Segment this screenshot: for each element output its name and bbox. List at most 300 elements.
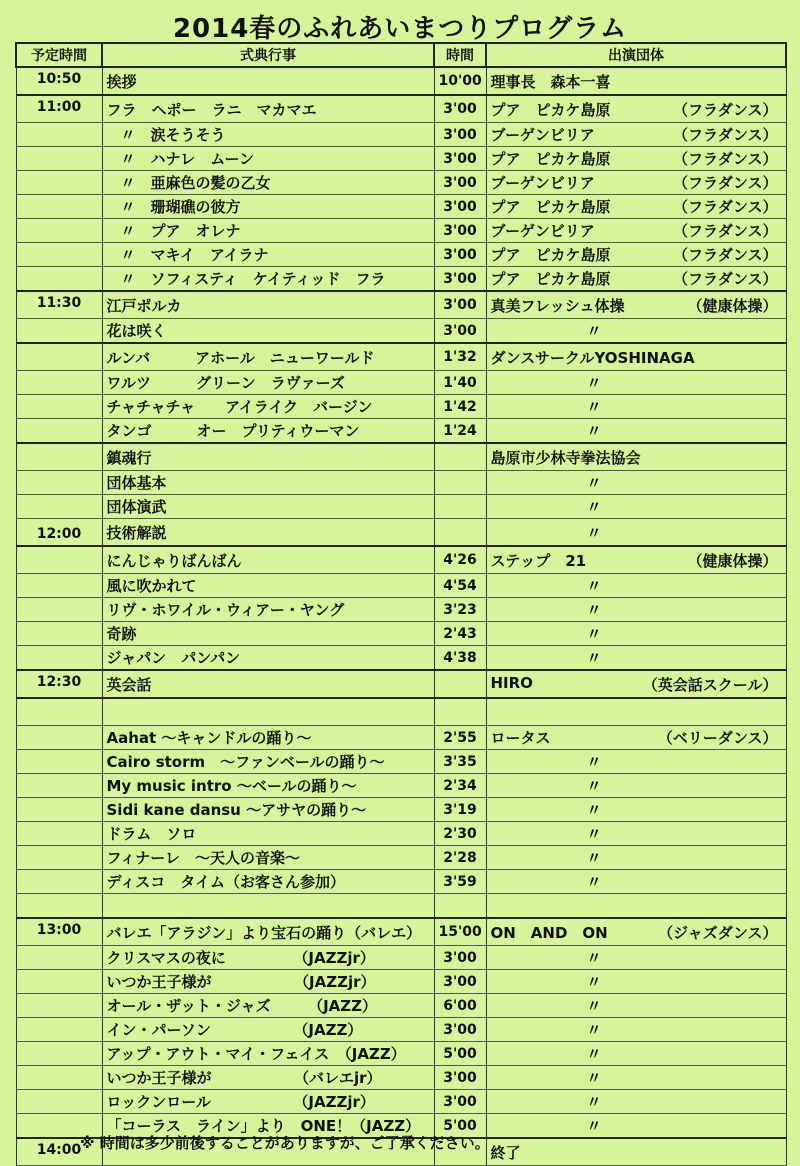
table-row: [16, 574, 786, 598]
row-duration: 2'55: [434, 726, 486, 750]
row-performer-cell: [486, 171, 786, 195]
row-duration: 3'00: [434, 243, 486, 267]
row-time: [16, 267, 102, 292]
row-event: 〃 ハナレ ムーン: [102, 147, 434, 171]
row-performer: 〃: [586, 498, 602, 516]
row-duration: [434, 894, 486, 919]
header-duration: 時間: [434, 43, 486, 67]
row-time: [16, 243, 102, 267]
row-duration: 6'00: [434, 994, 486, 1018]
table-row: [16, 698, 786, 726]
row-time: [16, 171, 102, 195]
table-row: [16, 1042, 786, 1066]
row-duration: 3'00: [434, 1018, 486, 1042]
row-event: タンゴ オー プリティウーマン: [102, 419, 434, 444]
row-time: [16, 195, 102, 219]
row-performance-type: [778, 599, 782, 620]
row-event: 鎮魂行: [102, 443, 434, 471]
row-performance-type: （ジャズダンス）: [658, 923, 778, 942]
row-performer-cell: [486, 267, 786, 292]
row-performer-cell: [486, 918, 786, 946]
row-time: [16, 622, 102, 646]
row-performer: ブーゲンビリア: [490, 126, 595, 144]
row-duration: 15'00: [434, 918, 486, 946]
header-event: 式典行事: [102, 43, 434, 67]
row-performer: 〃: [586, 777, 602, 795]
row-performance-type: （フラダンス）: [672, 100, 778, 119]
row-event: 団体演武: [102, 495, 434, 519]
row-performance-type: [778, 396, 782, 417]
row-performer-cell: [486, 291, 786, 319]
row-event: Cairo storm ～ファンベールの踊り～: [102, 750, 434, 774]
table-row: [16, 622, 786, 646]
row-performance-type: [778, 647, 782, 668]
row-performance-type: （フラダンス）: [672, 246, 778, 264]
row-performer-cell: [486, 670, 786, 698]
row-event: チャチャチャ アイライク バージン: [102, 395, 434, 419]
row-performer: 〃: [586, 474, 602, 492]
table-row: [16, 598, 786, 622]
row-performer-cell: [486, 870, 786, 894]
row-performer: 〃: [586, 625, 602, 643]
row-performer: プア ピカケ島原: [490, 198, 611, 216]
row-event: 挨拶: [102, 67, 434, 95]
row-time: [16, 371, 102, 395]
row-performance-type: （フラダンス）: [672, 126, 778, 144]
row-performer: 〃: [586, 753, 602, 771]
row-performer-cell: [486, 371, 786, 395]
row-performer-cell: [486, 1090, 786, 1114]
row-performer-cell: [486, 1042, 786, 1066]
row-event: 奇跡: [102, 622, 434, 646]
table-row: [16, 519, 786, 547]
row-duration: 4'26: [434, 546, 486, 574]
row-performer-cell: [486, 774, 786, 798]
row-duration: 4'54: [434, 574, 486, 598]
table-row: [16, 419, 786, 444]
row-performance-type: [778, 347, 782, 368]
row-time: [16, 443, 102, 471]
row-time: [16, 750, 102, 774]
row-event: ワルツ グリーン ラヴァーズ: [102, 371, 434, 395]
row-performer: 〃: [586, 374, 602, 392]
row-duration: 2'28: [434, 846, 486, 870]
table-row: [16, 670, 786, 698]
row-event: 風に吹かれて: [102, 574, 434, 598]
row-duration: [434, 471, 486, 495]
table-row: [16, 371, 786, 395]
row-performance-type: （フラダンス）: [672, 222, 778, 240]
row-performer: ブーゲンビリア: [490, 174, 595, 192]
table-row: [16, 546, 786, 574]
row-performer-cell: [486, 443, 786, 471]
row-time: [16, 1018, 102, 1042]
row-performer: 終了: [490, 1143, 521, 1162]
row-performance-type: [778, 799, 782, 820]
row-event: いつか王子様が （バレエjr）: [102, 1066, 434, 1090]
row-time: [16, 970, 102, 994]
row-time: [16, 598, 102, 622]
row-time: [16, 774, 102, 798]
row-time: [16, 343, 102, 371]
table-row: [16, 1018, 786, 1042]
row-time: [16, 698, 102, 726]
row-performer: 〃: [586, 398, 602, 416]
row-duration: 1'42: [434, 395, 486, 419]
row-performer: 島原市少林寺拳法協会: [490, 448, 641, 467]
row-duration: 3'00: [434, 219, 486, 243]
table-row: [16, 291, 786, 319]
row-event: 〃 ソフィスティ ケイティッド フラ: [102, 267, 434, 292]
row-event: 〃 亜麻色の髪の乙女: [102, 171, 434, 195]
row-performance-type: [778, 447, 782, 468]
row-performance-type: [778, 971, 782, 992]
table-row: [16, 994, 786, 1018]
row-duration: 3'00: [434, 1090, 486, 1114]
row-performer: ダンスサークルYOSHINAGA: [490, 348, 695, 367]
table-row: [16, 219, 786, 243]
row-event: [102, 698, 434, 726]
row-event: アップ・アウト・マイ・フェイス （JAZZ）: [102, 1042, 434, 1066]
row-event: ドラム ソロ: [102, 822, 434, 846]
row-duration: 3'00: [434, 147, 486, 171]
row-performer-cell: [486, 67, 786, 95]
row-event: Aahat ～キャンドルの踊り～: [102, 726, 434, 750]
row-performer: 〃: [586, 601, 602, 619]
row-time: [16, 546, 102, 574]
row-time: [16, 822, 102, 846]
row-performer-cell: [486, 970, 786, 994]
row-duration: 2'30: [434, 822, 486, 846]
row-performer-cell: [486, 1138, 786, 1166]
program-table: [15, 42, 787, 1166]
table-row: [16, 471, 786, 495]
row-event: 「コーラス ライン」より ONE！（JAZZ）: [102, 1114, 434, 1139]
row-performer: 〃: [586, 825, 602, 843]
table-row: [16, 798, 786, 822]
row-performer: 〃: [586, 1093, 602, 1111]
row-performance-type: [778, 775, 782, 796]
row-time: [16, 147, 102, 171]
table-row: [16, 870, 786, 894]
row-duration: 2'34: [434, 774, 486, 798]
row-performer-cell: [486, 798, 786, 822]
row-performer-cell: [486, 219, 786, 243]
row-event: 団体基本: [102, 471, 434, 495]
table-row: [16, 846, 786, 870]
row-event: 〃 涙そうそう: [102, 123, 434, 147]
row-duration: 3'00: [434, 123, 486, 147]
row-duration: 1'32: [434, 343, 486, 371]
row-duration: [434, 670, 486, 698]
row-time: [16, 870, 102, 894]
row-event: オール・ザット・ジャズ （JAZZ）: [102, 994, 434, 1018]
row-time: [16, 798, 102, 822]
row-event: ロックンロール （JAZZjr）: [102, 1090, 434, 1114]
row-time: [16, 1066, 102, 1090]
table-row: [16, 946, 786, 970]
row-performer: ON AND ON: [490, 923, 608, 942]
table-row: [16, 67, 786, 95]
row-time: [16, 1090, 102, 1114]
row-performer: 〃: [586, 422, 602, 440]
row-event: 〃 珊瑚礁の彼方: [102, 195, 434, 219]
row-performer-cell: [486, 243, 786, 267]
table-row: [16, 243, 786, 267]
row-time: 11:00: [16, 95, 102, 123]
row-event: リヴ・ホワイル・ウィアー・ヤング: [102, 598, 434, 622]
row-performance-type: [778, 320, 782, 341]
row-performance-type: （健康体操）: [687, 551, 778, 570]
row-performer-cell: [486, 574, 786, 598]
row-performer: プア ピカケ島原: [490, 150, 611, 168]
page-title: 2014春のふれあいまつりプログラム: [172, 14, 628, 44]
row-event: ディスコ タイム（お客さん参加）: [102, 870, 434, 894]
row-performance-type: [778, 71, 782, 92]
row-performer: プア ピカケ島原: [490, 270, 611, 288]
row-time: [16, 219, 102, 243]
row-performer-cell: [486, 123, 786, 147]
header-scheduled-time: 予定時間: [16, 43, 102, 67]
row-performer: ステップ 21: [490, 551, 587, 570]
row-time: [16, 419, 102, 444]
row-performance-type: [778, 522, 782, 543]
table-row: [16, 171, 786, 195]
row-performer-cell: [486, 846, 786, 870]
row-performance-type: [778, 871, 782, 892]
program-body: [16, 67, 786, 1166]
row-performer: 〃: [586, 1069, 602, 1087]
row-performer: 〃: [586, 577, 602, 595]
footnote: ※ 時間は多少前後することがありますが、ご了承ください。: [80, 1134, 490, 1152]
table-row: [16, 894, 786, 919]
row-time: 10:50: [16, 67, 102, 95]
row-performer: 〃: [586, 973, 602, 991]
table-row: [16, 495, 786, 519]
table-row: [16, 443, 786, 471]
row-performer: 〃: [586, 523, 602, 542]
row-event: 〃 マキイ アイラナ: [102, 243, 434, 267]
row-event: ルンバ アホール ニューワールド: [102, 343, 434, 371]
row-duration: 5'00: [434, 1114, 486, 1139]
row-performance-type: [778, 947, 782, 968]
row-duration: 4'38: [434, 646, 486, 671]
row-time: [16, 495, 102, 519]
row-performer-cell: [486, 495, 786, 519]
row-event: 江戸ポルカ: [102, 291, 434, 319]
row-performer: 〃: [586, 849, 602, 867]
row-performer: HIRO: [490, 673, 533, 692]
row-performer-cell: [486, 894, 786, 919]
row-performer-cell: [486, 147, 786, 171]
row-time: [16, 846, 102, 870]
table-row: [16, 918, 786, 946]
row-event: Sidi kane dansu ～アサヤの踊り～: [102, 798, 434, 822]
row-duration: 3'23: [434, 598, 486, 622]
row-duration: 3'00: [434, 171, 486, 195]
row-performer: ブーゲンビリア: [490, 222, 595, 240]
row-performer-cell: [486, 395, 786, 419]
table-row: [16, 970, 786, 994]
row-performer-cell: [486, 1114, 786, 1139]
row-time: [16, 574, 102, 598]
row-performance-type: [778, 1067, 782, 1088]
row-performance-type: [778, 575, 782, 596]
table-row: [16, 1090, 786, 1114]
row-performer: 〃: [586, 1045, 602, 1063]
row-performer-cell: [486, 519, 786, 547]
row-duration: 3'19: [434, 798, 486, 822]
row-performer: 理事長 森本一喜: [490, 72, 611, 91]
row-event: 花は咲く: [102, 319, 434, 344]
row-performance-type: （健康体操）: [687, 296, 778, 315]
row-performer: 〃: [586, 1117, 602, 1135]
row-performance-type: [778, 372, 782, 393]
row-duration: 3'00: [434, 95, 486, 123]
row-event: バレエ「アラジン」より宝石の踊り（バレエ）: [102, 918, 434, 946]
row-performer-cell: [486, 698, 786, 726]
row-performance-type: （フラダンス）: [672, 174, 778, 192]
row-duration: 2'43: [434, 622, 486, 646]
row-performer: 〃: [586, 1021, 602, 1039]
row-duration: [434, 443, 486, 471]
row-duration: 3'35: [434, 750, 486, 774]
row-performance-type: [778, 1091, 782, 1112]
table-row: [16, 1066, 786, 1090]
row-performer-cell: [486, 726, 786, 750]
row-duration: 3'00: [434, 291, 486, 319]
row-performer-cell: [486, 546, 786, 574]
row-performance-type: [778, 472, 782, 493]
row-duration: 3'00: [434, 946, 486, 970]
row-duration: 3'59: [434, 870, 486, 894]
row-performer-cell: [486, 471, 786, 495]
row-performance-type: [778, 496, 782, 517]
row-duration: [434, 519, 486, 547]
row-performance-type: （ベリーダンス）: [657, 729, 778, 747]
row-performer-cell: [486, 750, 786, 774]
row-performer: ロータス: [490, 729, 551, 747]
row-event: My music intro ～ベールの踊り～: [102, 774, 434, 798]
row-performer-cell: [486, 946, 786, 970]
row-performer: プア ピカケ島原: [490, 246, 611, 264]
row-performer-cell: [486, 419, 786, 444]
row-performance-type: [778, 847, 782, 868]
row-performer: 真美フレッシュ体操: [490, 296, 625, 315]
row-performer: 〃: [586, 801, 602, 819]
row-time: [16, 123, 102, 147]
row-duration: [434, 698, 486, 726]
row-event: フィナーレ ～天人の音楽～: [102, 846, 434, 870]
row-performer: 〃: [586, 997, 602, 1015]
table-row: [16, 195, 786, 219]
row-time: [16, 319, 102, 344]
row-performance-type: [778, 1142, 782, 1163]
row-performance-type: [778, 751, 782, 772]
row-performer-cell: [486, 343, 786, 371]
row-performance-type: （英会話スクール）: [642, 675, 778, 694]
row-performer-cell: [486, 822, 786, 846]
row-time: [16, 726, 102, 750]
row-time: 13:00: [16, 918, 102, 946]
row-time: [16, 646, 102, 671]
row-performance-type: [778, 995, 782, 1016]
row-performance-type: [778, 420, 782, 441]
row-performer: 〃: [586, 949, 602, 967]
row-event: フラ ヘポー ラニ マカマエ: [102, 95, 434, 123]
row-event: 〃 プア オレナ: [102, 219, 434, 243]
row-performer: 〃: [586, 322, 602, 340]
row-event: 英会話: [102, 670, 434, 698]
row-performer: 〃: [586, 873, 602, 891]
row-performance-type: [778, 1043, 782, 1064]
row-performer-cell: [486, 622, 786, 646]
row-performer-cell: [486, 994, 786, 1018]
row-performance-type: （フラダンス）: [672, 198, 778, 216]
row-duration: 3'00: [434, 267, 486, 292]
row-duration: 1'24: [434, 419, 486, 444]
row-duration: 1'40: [434, 371, 486, 395]
row-performance-type: [778, 823, 782, 844]
row-performance-type: [778, 623, 782, 644]
table-row: [16, 395, 786, 419]
header-performer: 出演団体: [486, 43, 786, 67]
row-performance-type: （フラダンス）: [672, 150, 778, 168]
row-performance-type: [778, 1115, 782, 1136]
table-row: [16, 750, 786, 774]
row-time: [16, 946, 102, 970]
row-time: [16, 395, 102, 419]
row-performer-cell: [486, 95, 786, 123]
row-performer-cell: [486, 598, 786, 622]
table-row: [16, 774, 786, 798]
row-event: ジャパン パンパン: [102, 646, 434, 671]
row-time: 11:30: [16, 291, 102, 319]
row-time: [16, 894, 102, 919]
row-event: 技術解説: [102, 519, 434, 547]
row-performer-cell: [486, 319, 786, 344]
row-event: [102, 894, 434, 919]
table-row: [16, 267, 786, 292]
row-performer-cell: [486, 195, 786, 219]
row-duration: 10'00: [434, 67, 486, 95]
row-duration: 3'00: [434, 1066, 486, 1090]
table-row: [16, 646, 786, 671]
row-performance-type: （フラダンス）: [672, 270, 778, 288]
row-performer-cell: [486, 1066, 786, 1090]
row-performer: プア ピカケ島原: [490, 100, 611, 119]
row-performer-cell: [486, 1018, 786, 1042]
table-row: [16, 822, 786, 846]
row-duration: 3'00: [434, 195, 486, 219]
row-time: [16, 1042, 102, 1066]
row-event: イン・パーソン （JAZZ）: [102, 1018, 434, 1042]
row-duration: 3'00: [434, 319, 486, 344]
row-duration: [434, 495, 486, 519]
row-performance-type: [778, 1019, 782, 1040]
row-event: いつか王子様が （JAZZjr）: [102, 970, 434, 994]
table-header-row: [16, 43, 786, 67]
table-row: [16, 726, 786, 750]
row-time: 12:30: [16, 670, 102, 698]
table-row: [16, 95, 786, 123]
table-row: [16, 147, 786, 171]
row-event: にんじゃりばんばん: [102, 546, 434, 574]
row-duration: 5'00: [434, 1042, 486, 1066]
row-event: クリスマスの夜に （JAZZjr）: [102, 946, 434, 970]
row-time: [16, 994, 102, 1018]
table-row: [16, 123, 786, 147]
